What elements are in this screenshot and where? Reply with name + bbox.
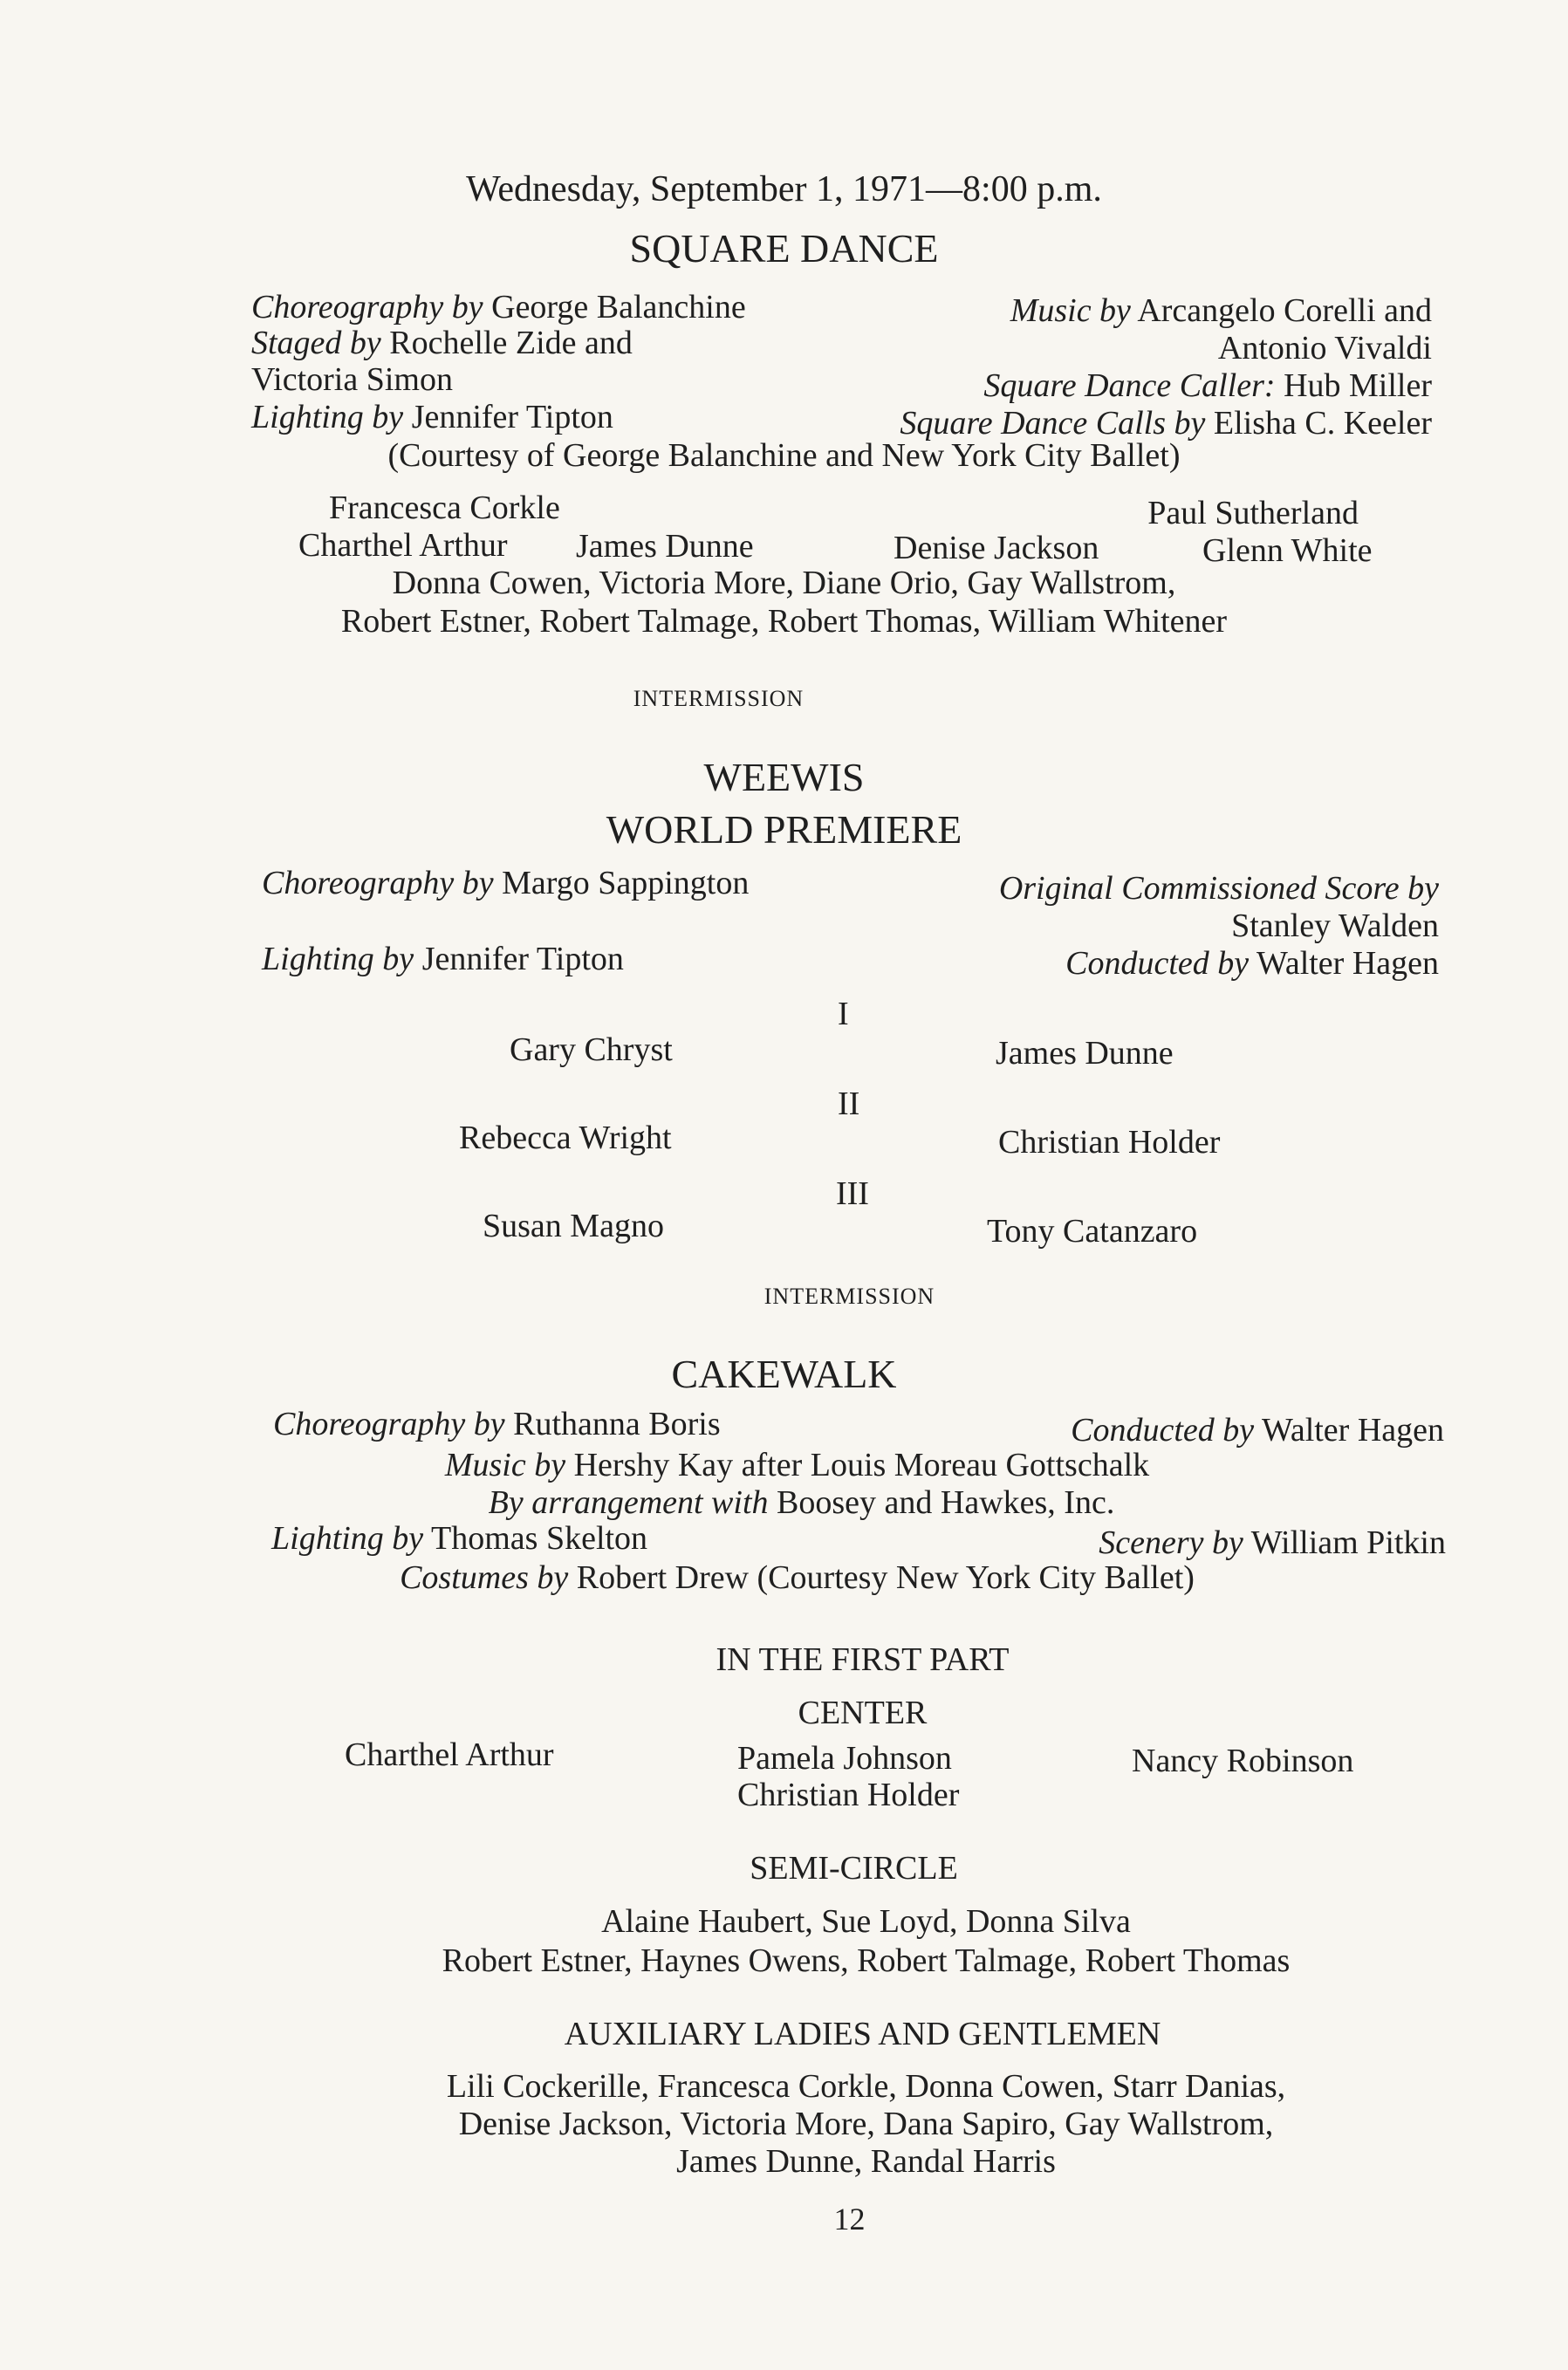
cakewalk-center-middle: Christian Holder	[737, 1777, 960, 1813]
square-dance-cast-name: Glenn White	[1202, 532, 1373, 569]
cakewalk-first-part-heading: IN THE FIRST PART	[716, 1641, 1010, 1678]
square-dance-staged-credit-cont: Victoria Simon	[251, 361, 453, 398]
weewis-choreography-credit: Choreography by Margo Sappington	[262, 865, 750, 901]
square-dance-cast-name: Charthel Arthur	[298, 527, 508, 564]
square-dance-calls-credit: Square Dance Calls by Elisha C. Keeler	[900, 405, 1432, 442]
square-dance-cast-name: James Dunne	[576, 528, 754, 565]
cakewalk-auxiliary-line: Lili Cockerille, Francesca Corkle, Donna Cowen, Starr Danias,	[446, 2068, 1286, 2105]
weewis-conducted-credit: Conducted by Walter Hagen	[1065, 945, 1439, 982]
weewis-score-composer: Stanley Walden	[1231, 908, 1439, 944]
intermission-label: INTERMISSION	[633, 686, 805, 711]
cakewalk-costumes-credit: Costumes by Robert Drew (Courtesy New York City Ballet)	[400, 1559, 1195, 1596]
square-dance-courtesy: (Courtesy of George Balanchine and New York City Ballet)	[387, 437, 1181, 474]
cakewalk-auxiliary-line: James Dunne, Randal Harris	[676, 2143, 1056, 2180]
cakewalk-arrangement-credit: By arrangement with Boosey and Hawkes, Inc.	[488, 1484, 1115, 1521]
square-dance-title: SQUARE DANCE	[629, 226, 939, 271]
square-dance-music-credit-cont: Antonio Vivaldi	[1217, 330, 1432, 366]
page-number: 12	[833, 2202, 866, 2236]
cakewalk-center-left: Charthel Arthur	[345, 1736, 554, 1773]
weewis-part-dancer-left: Susan Magno	[483, 1208, 664, 1244]
square-dance-lead-left: Francesca Corkle	[329, 490, 560, 526]
square-dance-lighting-credit: Lighting by Jennifer Tipton	[251, 399, 613, 435]
cakewalk-semicircle-line: Robert Estner, Haynes Owens, Robert Talmage, Robert Thomas	[442, 1942, 1291, 1979]
cakewalk-center-right: Nancy Robinson	[1132, 1743, 1354, 1779]
weewis-part-dancer-left: Gary Chryst	[510, 1031, 673, 1068]
weewis-part-dancer-right: Christian Holder	[998, 1124, 1221, 1161]
cakewalk-title: CAKEWALK	[671, 1352, 897, 1396]
intermission-label: INTERMISSION	[763, 1284, 935, 1309]
cakewalk-center-heading: CENTER	[798, 1695, 928, 1731]
weewis-lighting-credit: Lighting by Jennifer Tipton	[262, 941, 624, 977]
cakewalk-scenery-credit: Scenery by William Pitkin	[1099, 1524, 1446, 1561]
date-line: Wednesday, September 1, 1971—8:00 p.m.	[466, 169, 1102, 209]
weewis-score-credit: Original Commissioned Score by	[998, 870, 1439, 907]
square-dance-caller-credit: Square Dance Caller: Hub Miller	[983, 367, 1432, 404]
weewis-part-numeral: III	[836, 1175, 869, 1212]
square-dance-staged-credit: Staged by Rochelle Zide and	[251, 325, 633, 361]
weewis-part-numeral: II	[838, 1086, 860, 1122]
weewis-title: WEEWIS	[703, 755, 865, 799]
cakewalk-choreography-credit: Choreography by Ruthanna Boris	[273, 1406, 721, 1442]
weewis-part-dancer-right: Tony Catanzaro	[987, 1213, 1198, 1250]
square-dance-music-credit: Music by Arcangelo Corelli and	[1010, 292, 1432, 329]
square-dance-cast-name: Denise Jackson	[894, 530, 1099, 566]
square-dance-lead-right: Paul Sutherland	[1147, 495, 1359, 531]
weewis-part-dancer-left: Rebecca Wright	[459, 1120, 672, 1156]
cakewalk-auxiliary-heading: AUXILIARY LADIES AND GENTLEMEN	[564, 2016, 1161, 2052]
cakewalk-lighting-credit: Lighting by Thomas Skelton	[271, 1520, 648, 1557]
cakewalk-auxiliary-line: Denise Jackson, Victoria More, Dana Sapiro, Gay Wallstrom,	[458, 2106, 1274, 2142]
weewis-part-numeral: I	[838, 996, 849, 1032]
square-dance-ensemble-line: Donna Cowen, Victoria More, Diane Orio, Gay Wallstrom,	[392, 565, 1176, 601]
weewis-part-dancer-right: James Dunne	[996, 1035, 1174, 1072]
cakewalk-center-middle: Pamela Johnson	[737, 1740, 952, 1777]
square-dance-ensemble-line: Robert Estner, Robert Talmage, Robert Thomas, William Whitener	[340, 603, 1228, 640]
cakewalk-conducted-credit: Conducted by Walter Hagen	[1071, 1412, 1444, 1449]
square-dance-choreography-credit: Choreography by George Balanchine	[251, 289, 746, 325]
cakewalk-semicircle-line: Alaine Haubert, Sue Loyd, Donna Silva	[601, 1903, 1131, 1940]
weewis-subtitle: WORLD PREMIERE	[606, 807, 962, 852]
cakewalk-semicircle-heading: SEMI-CIRCLE	[750, 1850, 958, 1887]
cakewalk-music-credit: Music by Hershy Kay after Louis Moreau Gottschalk	[444, 1447, 1150, 1483]
